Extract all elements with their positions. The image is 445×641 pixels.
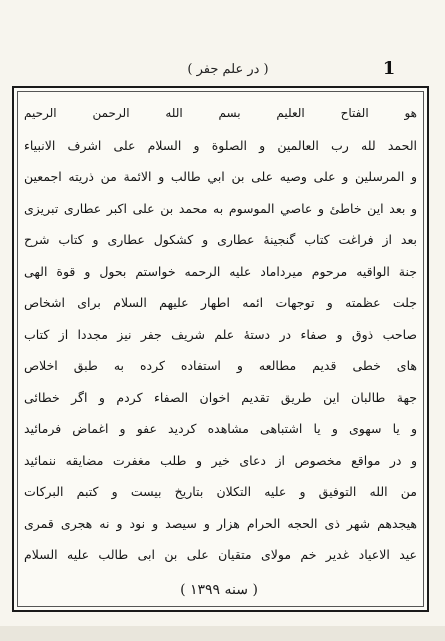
text-line: الحمد لله رب العالمين و الصلوة و السلام على اشرف الانبياء <box>24 137 417 153</box>
header-caption: ( در علم جفر ) <box>187 62 269 77</box>
text-line: من الله التوفیق و علیه التکلان بتاریخ بیست و کتبم البرکات <box>24 484 417 499</box>
text-line: های خطی قدیم مطالعه و استفاده کرده به طبق اخلاص <box>24 358 417 373</box>
text-line: صاحب ذوق و صفاء در دستهٔ علم شریف جفر نیز مجددا از کتاب <box>24 326 417 342</box>
text-line: جلت عظمته و توجهات ائمه اطهار علیهم السلام برای اشخاص <box>24 295 417 310</box>
text-line: جهة طالبان این طریق تقدیم اخوان الصفاء کردم و اگر خطائی <box>24 389 417 405</box>
handwritten-text-body <box>24 98 417 571</box>
text-line: و در مواقع مخصوص از دعای خیر و طلب مغفرت مضایقه ننمائید <box>24 452 417 468</box>
year-line: ( سنه ۱۳۹۹ ) <box>180 582 258 598</box>
text-line: هیجدهم شهر ذی الحجه الحرام هزار و سیصد و نود و نه هجری قمری <box>24 515 417 531</box>
text-line: عید الاعیاد غدیر خم مولای متقیان علی بن ابی طالب علیه السلام <box>24 547 417 562</box>
page-number: 1 <box>382 58 396 79</box>
text-line: جنة الواقیه مرحوم میرداماد علیه الرحمه خواستم بحول و قوة الهی <box>24 263 417 279</box>
text-line: و المرسلين و على وصيه على بن ابي طالب و الائمة من ذريته اجمعين <box>24 169 417 184</box>
text-frame <box>12 86 429 612</box>
page-bottom-edge <box>0 626 445 641</box>
text-line: بعد از فراغت کتاب گنجینهٔ عطاری و کشکول عطاری و کتاب شرح <box>24 232 417 247</box>
text-line: هو الفتاح العليم بسم الله الرحمن الرحيم <box>24 106 417 120</box>
text-line: و بعد اين خاطئ و عاصي الموسوم به محمد بن علی اکبر عطاری تبریزی <box>24 200 417 216</box>
text-line: و یا سهوی و یا اشتباهی مشاهده کردید عفو و اغماض فرمائید <box>24 421 417 436</box>
